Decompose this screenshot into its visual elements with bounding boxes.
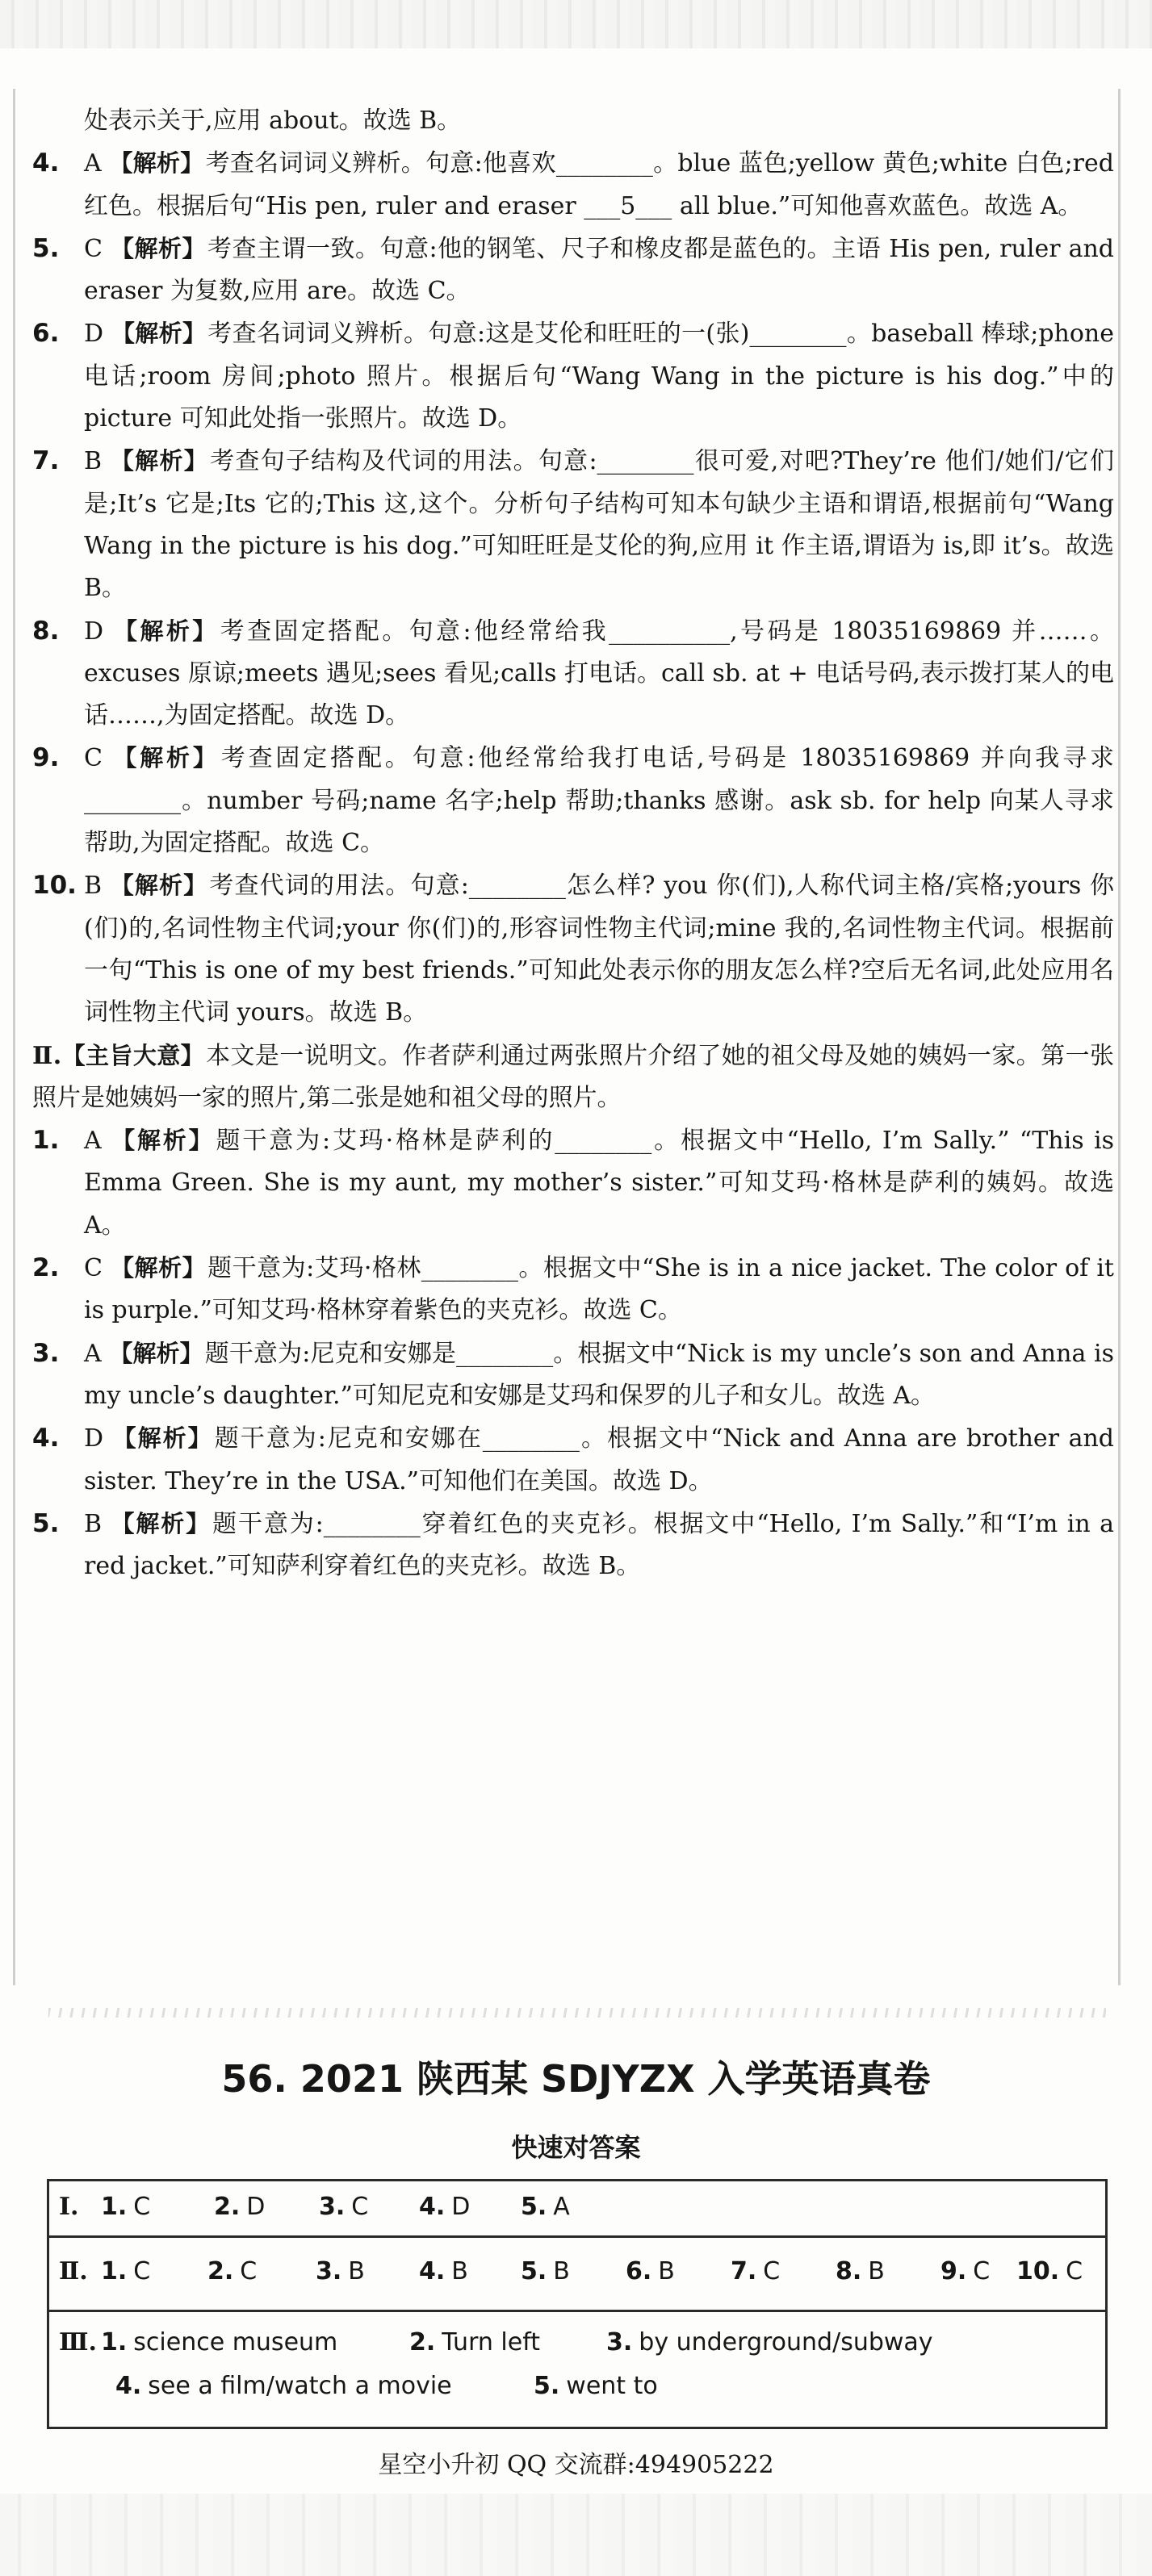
analysis-text: 题干意为:________穿着红色的夹克衫。根据文中“Hello, I’m Sally.”和“I’m in a red jacket.”可知萨利穿着红色的夹克衫。故选 B。 xyxy=(84,1509,1114,1581)
analysis-text: 考查代词的用法。句意:________怎么样? you 你(们),人称代词主格/宾格;yours 你(们)的,名词性物主代词;your 你(们)的,形容词性物主代词;mine 我的,名词性物主代词。根据前一句“This is one of my best friends.”可知此处表示你的朋友怎么样?空后无名词,此处应用名词性物主代词 yours。故选 B。 xyxy=(84,872,1114,1027)
answer-letter: D xyxy=(84,320,104,349)
exam-section-title: 56. 2021 陕西某 SDJYZX 入学英语真卷 xyxy=(221,2057,931,2101)
answer-letter: B xyxy=(84,1509,103,1538)
answer-cell: 3. B xyxy=(316,2257,365,2285)
answer-row-part1 xyxy=(49,2181,1105,2238)
analysis-text: 考查句子结构及代词的用法。句意:________很可爱,对吧?They’re 他们/她们/它们是;It’s 它是;Its 它的;This 这,这个。分析句子结构可知本句缺少主语和谓语,根据前句“Wang Wang in the picture is his dog.”可知旺旺是艾伦的狗,应用 it 作主语,谓语为 is,即 it’s。故选 B。 xyxy=(84,447,1114,603)
explanation-item xyxy=(32,610,1114,738)
analysis-tag: 【解析】 xyxy=(111,320,207,348)
answer-cell: 1. C xyxy=(101,2257,151,2285)
answer-cell: 5. B xyxy=(521,2257,570,2285)
explanation-item xyxy=(32,142,1114,228)
row-roman-numeral: Ⅱ. xyxy=(59,2257,88,2285)
analysis-text: 考查名词词义辨析。句意:他喜欢________。blue 蓝色;yellow 黄色;white 白色;red 红色。根据后句“His pen, ruler and eraser ___5___ all blue.”可知他喜欢蓝色。故选 A。 xyxy=(84,149,1114,220)
answer-row-part3 xyxy=(49,2312,1105,2429)
analysis-tag: 【解析】 xyxy=(111,234,207,262)
question-number: 2. xyxy=(32,1253,60,1283)
explanation-item xyxy=(32,737,1114,864)
analysis-tag: 【解析】 xyxy=(110,872,208,900)
explanation-item xyxy=(32,1417,1114,1503)
question-number: 4. xyxy=(32,148,60,178)
analysis-tag: 【解析】 xyxy=(111,1509,212,1537)
answer-cell: 3. C xyxy=(319,2193,369,2221)
answer-cell: 4. B xyxy=(419,2257,468,2285)
answer-cell: 8. B xyxy=(836,2257,885,2285)
answer-letter: A xyxy=(84,1339,102,1368)
analysis-tag: 【解析】 xyxy=(111,1254,207,1282)
answer-cell: 10. C xyxy=(1016,2257,1083,2285)
analysis-tag: 【解析】 xyxy=(109,149,204,178)
question-number: 6. xyxy=(32,319,60,349)
answer-cell: 2. C xyxy=(207,2257,258,2285)
page-top-texture xyxy=(0,0,1152,48)
answer-letter: B xyxy=(84,872,103,901)
answer-letter: C xyxy=(84,1254,103,1283)
answer-letter: C xyxy=(84,234,103,263)
question-number: 10. xyxy=(32,871,77,901)
analysis-text: 考查名词词义辨析。句意:这是艾伦和旺旺的一(张)________。baseball 棒球;phone 电话;room 房间;photo 照片。根据后句“Wang Wang in the picture is his dog.”中的 picture 可知此处指一张照片。故选 D。 xyxy=(84,320,1114,433)
analysis-text: 考查固定搭配。句意:他经常给我打电话,号码是 18035169869 并向我寻求________。number 号码;name 名字;help 帮助;thanks 感谢。ask sb. for help 向某人寻求帮助,为固定搭配。故选 C。 xyxy=(84,744,1114,858)
continued-explanation: 处表示关于,应用 about。故选 B。 xyxy=(84,107,462,135)
row-roman-numeral: Ⅲ. xyxy=(59,2328,97,2356)
analysis-tag: 【解析】 xyxy=(110,447,209,475)
question-number: 5. xyxy=(32,233,60,263)
analysis-tag: 【解析】 xyxy=(114,617,219,645)
main-idea-tag: 【主旨大意】 xyxy=(61,1041,205,1069)
answer-cell: 6. B xyxy=(626,2257,675,2285)
analysis-text: 考查固定搭配。句意:他经常给我__________,号码是 18035169869 并……。excuses 原谅;meets 遇见;sees 看见;calls 打电话。call sb. at + 电话号码,表示拨打某人的电话……,为固定搭配。故选 D。 xyxy=(84,617,1115,730)
analysis-text: 题干意为:艾玛·格林是萨利的________。根据文中“Hello, I’m Sally.” “This is Emma Green. She is my aunt, my mother’s sister.”可知艾玛·格林是萨利的姨妈。故选 A。 xyxy=(84,1127,1114,1240)
analysis-tag: 【解析】 xyxy=(113,744,220,772)
answer-letter: C xyxy=(84,744,103,773)
analysis-text: 题干意为:艾玛·格林________。根据文中“She is in a nice jacket. The color of it is purple.”可知艾玛·格林穿着紫色的夹克衫。故选 C。 xyxy=(84,1254,1114,1325)
passage-summary xyxy=(32,1035,1114,1120)
question-number: 8. xyxy=(32,616,60,646)
quick-answers-heading: 快速对答案 xyxy=(511,2132,641,2163)
analysis-tag: 【解析】 xyxy=(111,1127,215,1155)
answer-cell: 1. science museum xyxy=(101,2328,338,2356)
page-footer-qq-group: 星空小升初 QQ 交流群:494905222 xyxy=(378,2451,774,2479)
question-number: 5. xyxy=(32,1508,60,1538)
answer-cell: 4. see a film/watch a movie xyxy=(115,2372,452,2400)
answer-cell: 4. D xyxy=(419,2193,471,2221)
answer-cell: 7. C xyxy=(731,2257,781,2285)
answer-cell: 1. C xyxy=(101,2193,151,2221)
question-number: 3. xyxy=(32,1338,60,1368)
quick-answer-table xyxy=(47,2179,1108,2429)
answer-letter: A xyxy=(84,1127,102,1156)
answer-cell: 5. A xyxy=(521,2193,570,2221)
explanation-item xyxy=(32,228,1114,313)
answer-cell: 2. Turn left xyxy=(409,2328,541,2356)
explanation-item xyxy=(32,864,1114,1034)
analysis-tag: 【解析】 xyxy=(112,1424,213,1453)
analysis-text: 题干意为:尼克和安娜在________。根据文中“Nick and Anna are brother and sister. They’re in the USA.”可知他们在美国。故选 D。 xyxy=(84,1424,1114,1495)
answer-explanations xyxy=(32,100,1114,1587)
answer-row-part2 xyxy=(49,2238,1105,2312)
explanation-item xyxy=(32,1503,1114,1588)
explanation-item xyxy=(32,1119,1114,1247)
answer-cell: 5. went to xyxy=(534,2372,658,2400)
question-number: 9. xyxy=(32,743,60,773)
answer-letter: D xyxy=(84,1424,104,1453)
explanation-item xyxy=(32,1247,1114,1332)
row-roman-numeral: Ⅰ. xyxy=(59,2193,79,2221)
right-margin-line xyxy=(1118,89,1121,1985)
answer-letter: D xyxy=(84,617,104,646)
answer-letter: B xyxy=(84,447,103,476)
section-divider xyxy=(48,2008,1106,2018)
page-bottom-texture xyxy=(0,2494,1152,2576)
explanation-item xyxy=(32,1332,1114,1418)
left-margin-line xyxy=(13,89,15,1985)
answer-cell: 3. by underground/subway xyxy=(606,2328,933,2356)
section-roman-numeral: Ⅱ. xyxy=(32,1041,62,1070)
answer-cell: 9. C xyxy=(940,2257,991,2285)
explanation-item xyxy=(32,312,1114,440)
answer-cell: 2. D xyxy=(214,2193,266,2221)
analysis-text: 题干意为:尼克和安娜是________。根据文中“Nick is my uncle’s son and Anna is my uncle’s daughter.”可知尼克和安娜是艾玛和保罗的儿子和女儿。故选 A。 xyxy=(84,1339,1114,1410)
question-number: 7. xyxy=(32,446,60,476)
analysis-tag: 【解析】 xyxy=(109,1339,203,1367)
question-number: 1. xyxy=(32,1126,60,1156)
question-number: 4. xyxy=(32,1424,60,1453)
answer-letter: A xyxy=(84,149,102,178)
analysis-text: 考查主谓一致。句意:他的钢笔、尺子和橡皮都是蓝色的。主语 His pen, ruler and eraser 为复数,应用 are。故选 C。 xyxy=(84,234,1114,306)
explanation-item xyxy=(32,440,1114,609)
main-idea-text: 本文是一说明文。作者萨利通过两张照片介绍了她的祖父母及她的姨妈一家。第一张照片是她姨妈一家的照片,第二张是她和祖父母的照片。 xyxy=(32,1041,1114,1112)
